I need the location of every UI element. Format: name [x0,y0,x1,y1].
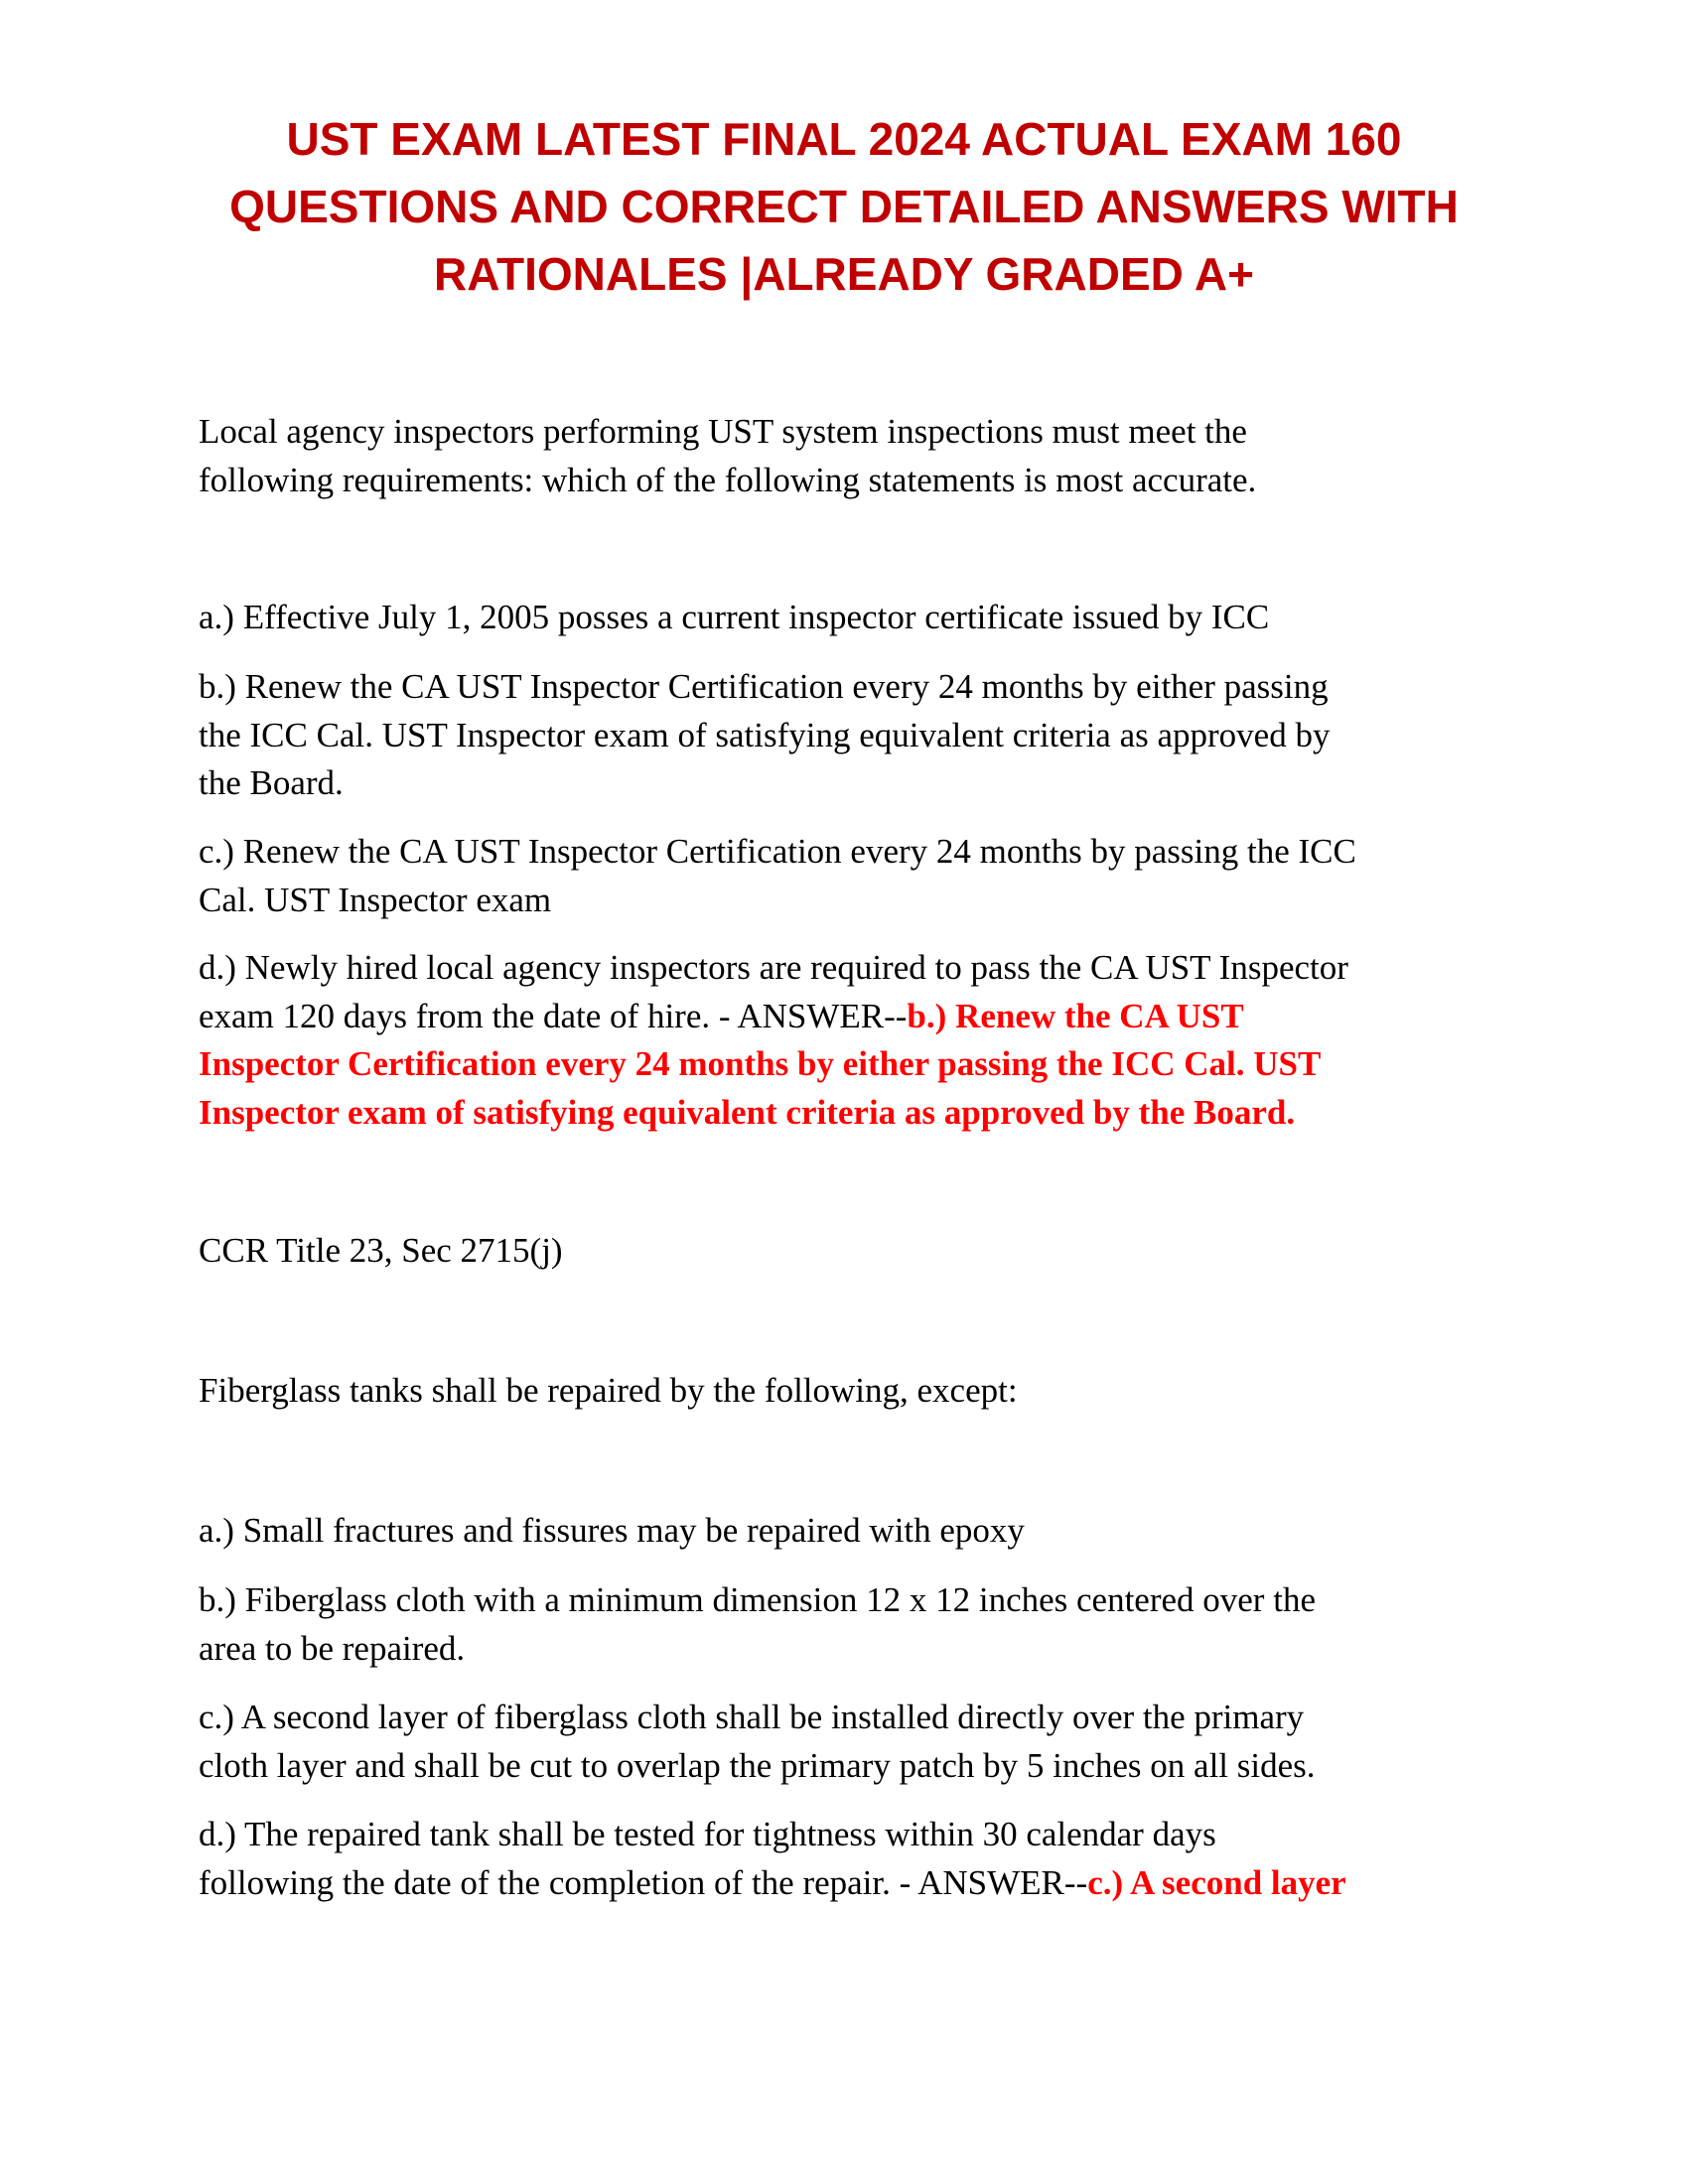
question-2-option-a [199,1507,1509,1556]
question-1-text [199,408,1509,504]
text-line: d.) The repaired tank shall be tested for tightness within 30 calendar days [199,1815,1216,1853]
text-line: the Board. [199,763,344,802]
question-2-option-d [199,1811,1509,1907]
text-line: a.) Small fractures and fissures may be repaired with epoxy [199,1511,1025,1550]
question-1-option-b [199,663,1509,808]
question-1-option-a [199,594,1509,642]
text-line: c.) Renew the CA UST Inspector Certification every 24 months by passing the ICC [199,832,1356,871]
text-line: c.) A second layer of fiberglass cloth shall be installed directly over the primary [199,1698,1305,1736]
text-line: Fiberglass tanks shall be repaired by the following, except: [199,1371,1018,1410]
text-line: Cal. UST Inspector exam [199,880,552,919]
text-line: Local agency inspectors performing UST system inspections must meet the [199,412,1247,451]
question-1-option-d [199,944,1509,1137]
title-line: QUESTIONS AND CORRECT DETAILED ANSWERS WITH [229,181,1459,232]
question-1-option-c [199,828,1509,924]
text-line: the ICC Cal. UST Inspector exam of satisfying equivalent criteria as approved by [199,715,1331,754]
text-line: area to be repaired. [199,1628,466,1668]
text-line: CCR Title 23, Sec 2715(j) [199,1231,563,1270]
text-line: d.) Newly hired local agency inspectors are required to pass the CA UST Inspector [199,948,1348,987]
question-2-text [199,1367,1509,1416]
answer-line [199,1859,1509,1908]
question-2-option-b [199,1576,1509,1673]
answer-text: b.) Renew the CA UST [907,996,1244,1035]
question-1-reference [199,1227,1509,1276]
answer-prefix: following the date of the completion of the repair. - ANSWER-- [199,1862,1088,1902]
text-line: a.) Effective July 1, 2005 posses a current inspector certificate issued by ICC [199,598,1270,636]
answer-text: Inspector Certification every 24 months by either passing the ICC Cal. UST [199,1044,1322,1083]
text-line: b.) Renew the CA UST Inspector Certification every 24 months by either passing [199,667,1329,706]
title-line: UST EXAM LATEST FINAL 2024 ACTUAL EXAM 160 [286,113,1402,165]
text-line: b.) Fiberglass cloth with a minimum dimension 12 x 12 inches centered over the [199,1580,1316,1619]
answer-text: c.) A second layer [1087,1862,1346,1902]
text-line: cloth layer and shall be cut to overlap the primary patch by 5 inches on all sides. [199,1745,1316,1785]
text-line: following requirements: which of the following statements is most accurate. [199,460,1257,499]
title-line: RATIONALES |ALREADY GRADED A+ [433,248,1255,300]
answer-text: Inspector exam of satisfying equivalent criteria as approved by the Board. [199,1092,1296,1132]
document-title [149,105,1539,308]
question-2-option-c [199,1694,1509,1790]
answer-prefix: exam 120 days from the date of hire. - ANSWER-- [199,996,908,1035]
answer-line [199,993,1509,1041]
